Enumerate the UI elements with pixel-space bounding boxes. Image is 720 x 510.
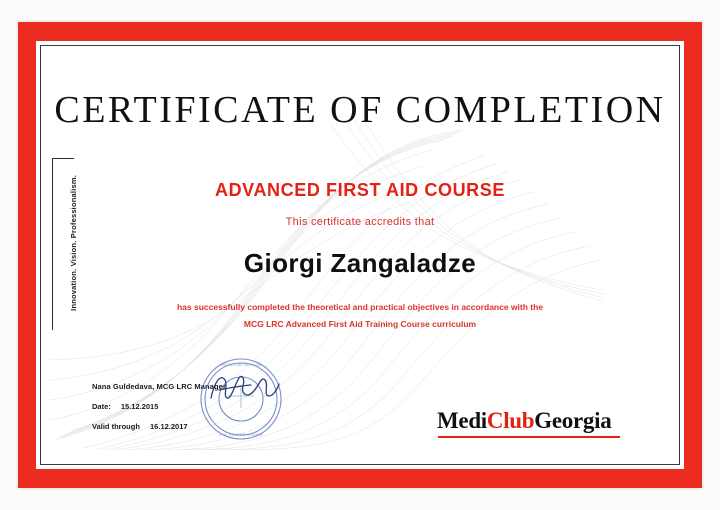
brand-logo xyxy=(437,408,637,442)
course-name: ADVANCED FIRST AID COURSE xyxy=(214,180,505,200)
valid-through-label: Valid through xyxy=(92,422,140,431)
valid-through-value: 16.12.2017 xyxy=(150,422,188,431)
svg-text:LIFE RESCUE CENTER: LIFE RESCUE CENTER xyxy=(219,432,263,437)
body-line-1: has successfully completed the theoretical and practical objectives in accordance with the xyxy=(176,302,544,312)
recipient-name: Giorgi Zangaladze xyxy=(243,248,477,278)
logo-part-georgia: Georgia xyxy=(534,408,612,433)
valid-through-row xyxy=(92,422,352,431)
brand-logo-text xyxy=(437,408,637,434)
logo-underline xyxy=(438,436,620,438)
issue-date-value: 15.12.2015 xyxy=(120,402,159,411)
svg-text:MEDICLUB GEORGIA: MEDICLUB GEORGIA xyxy=(220,362,262,367)
logo-part-medi: Medi xyxy=(437,408,487,433)
issue-date-label: Date: xyxy=(92,402,111,411)
issue-date-row xyxy=(92,402,352,411)
accredits-line: This certificate accredits that xyxy=(285,216,435,228)
side-tag-label: Innovation. Vision. Professionalism. xyxy=(68,175,78,311)
side-tag-rule-top xyxy=(52,158,74,159)
page-title: CERTIFICATE OF COMPLETION xyxy=(54,89,666,131)
signer-name: Nana Guldedava, MCG LRC Manager xyxy=(92,382,226,391)
body-line-2: MCG LRC Advanced First Aid Training Course curriculum xyxy=(243,319,477,329)
logo-part-club: Club xyxy=(486,408,535,433)
signature-block xyxy=(92,382,352,431)
